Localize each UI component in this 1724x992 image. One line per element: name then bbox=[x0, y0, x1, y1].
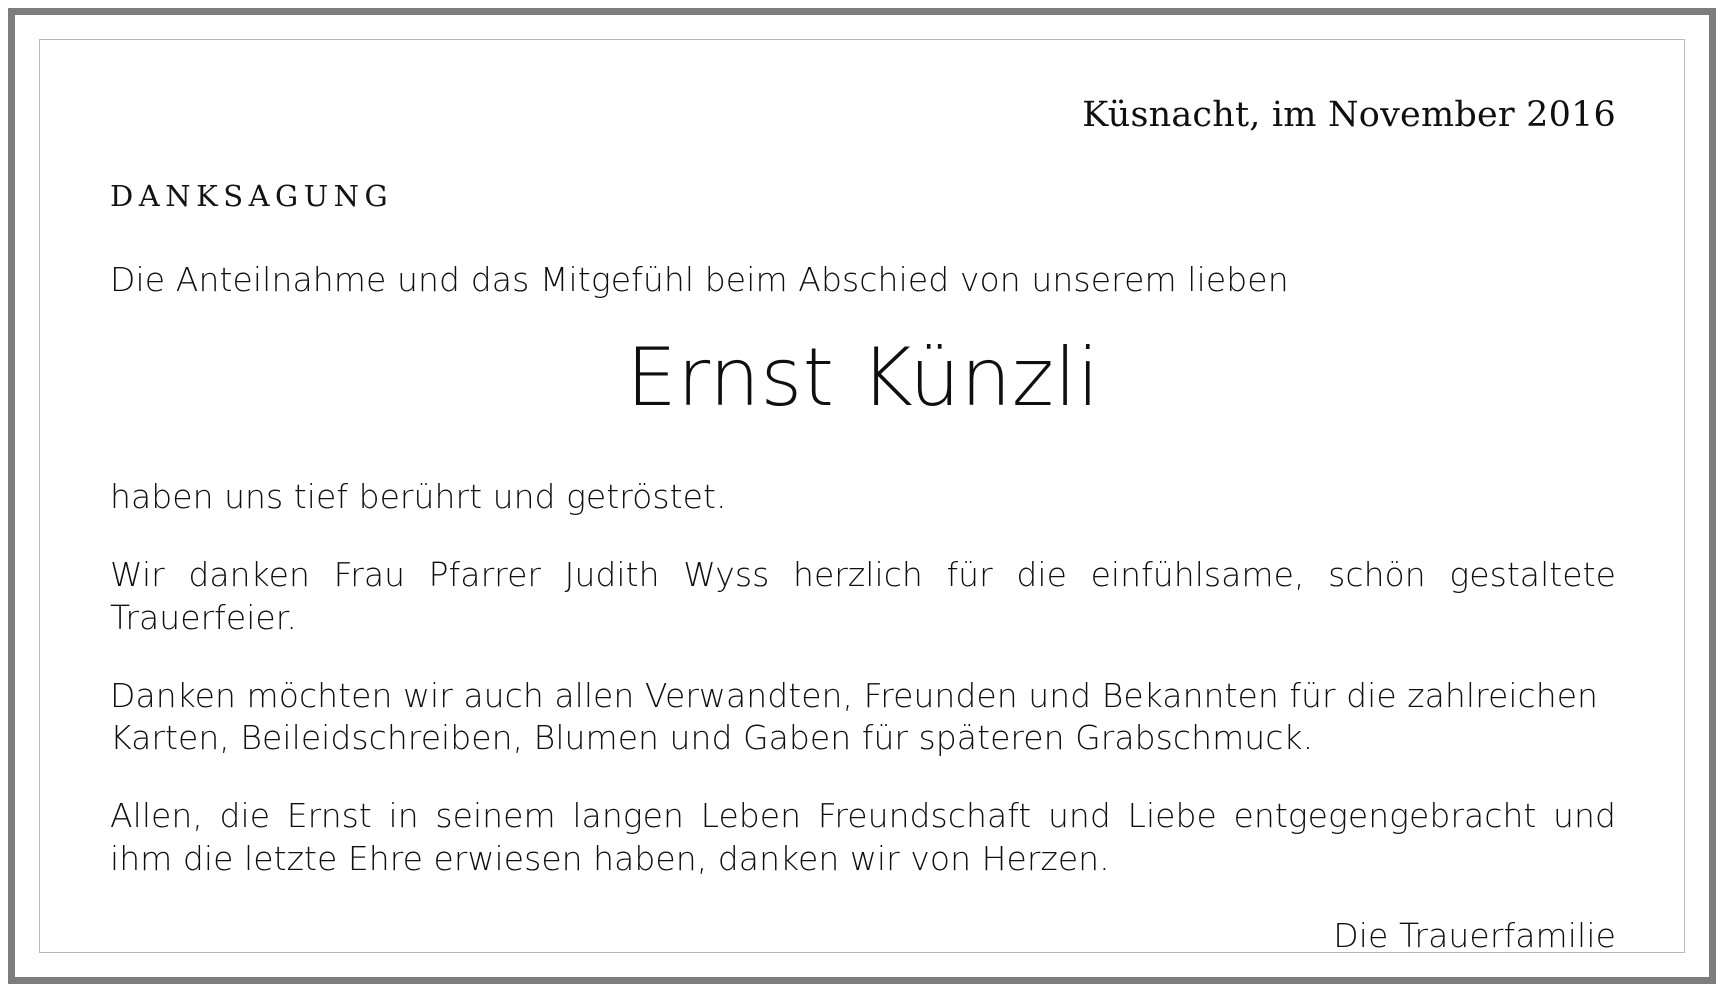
signature: Die Trauerfamilie bbox=[1333, 915, 1616, 955]
body-paragraph-4: Allen, die Ernst in seinem langen Leben Freundschaft und Liebe entgegengebracht und ihm die letzte Ehre erwiesen haben, danken wir von Herzen. bbox=[110, 796, 1616, 878]
body-paragraph-1: haben uns tief berührt und getröstet. bbox=[110, 477, 727, 517]
body-paragraph-2: Wir danken Frau Pfarrer Judith Wyss herzlich für die einfühlsame, schön gestaltete Trauerfeier. bbox=[110, 555, 1616, 637]
lead-text: Die Anteilnahme und das Mitgefühl beim Abschied von unserem lieben bbox=[110, 260, 1289, 299]
notice-heading: DANKSAGUNG bbox=[110, 179, 394, 213]
outer-frame bbox=[8, 8, 1716, 984]
inner-frame bbox=[39, 39, 1685, 953]
body-paragraph-3: Danken möchten wir auch allen Verwandten, Freunden und Bekannten für die zahlreichen Karten, Beileidschreiben, Blumen und Gaben für späteren Grabschmuck. bbox=[110, 675, 1599, 758]
dateline: Küsnacht, im November 2016 bbox=[1082, 95, 1616, 135]
deceased-name: Ernst Künzli bbox=[626, 331, 1100, 425]
notice-content bbox=[110, 84, 1616, 955]
